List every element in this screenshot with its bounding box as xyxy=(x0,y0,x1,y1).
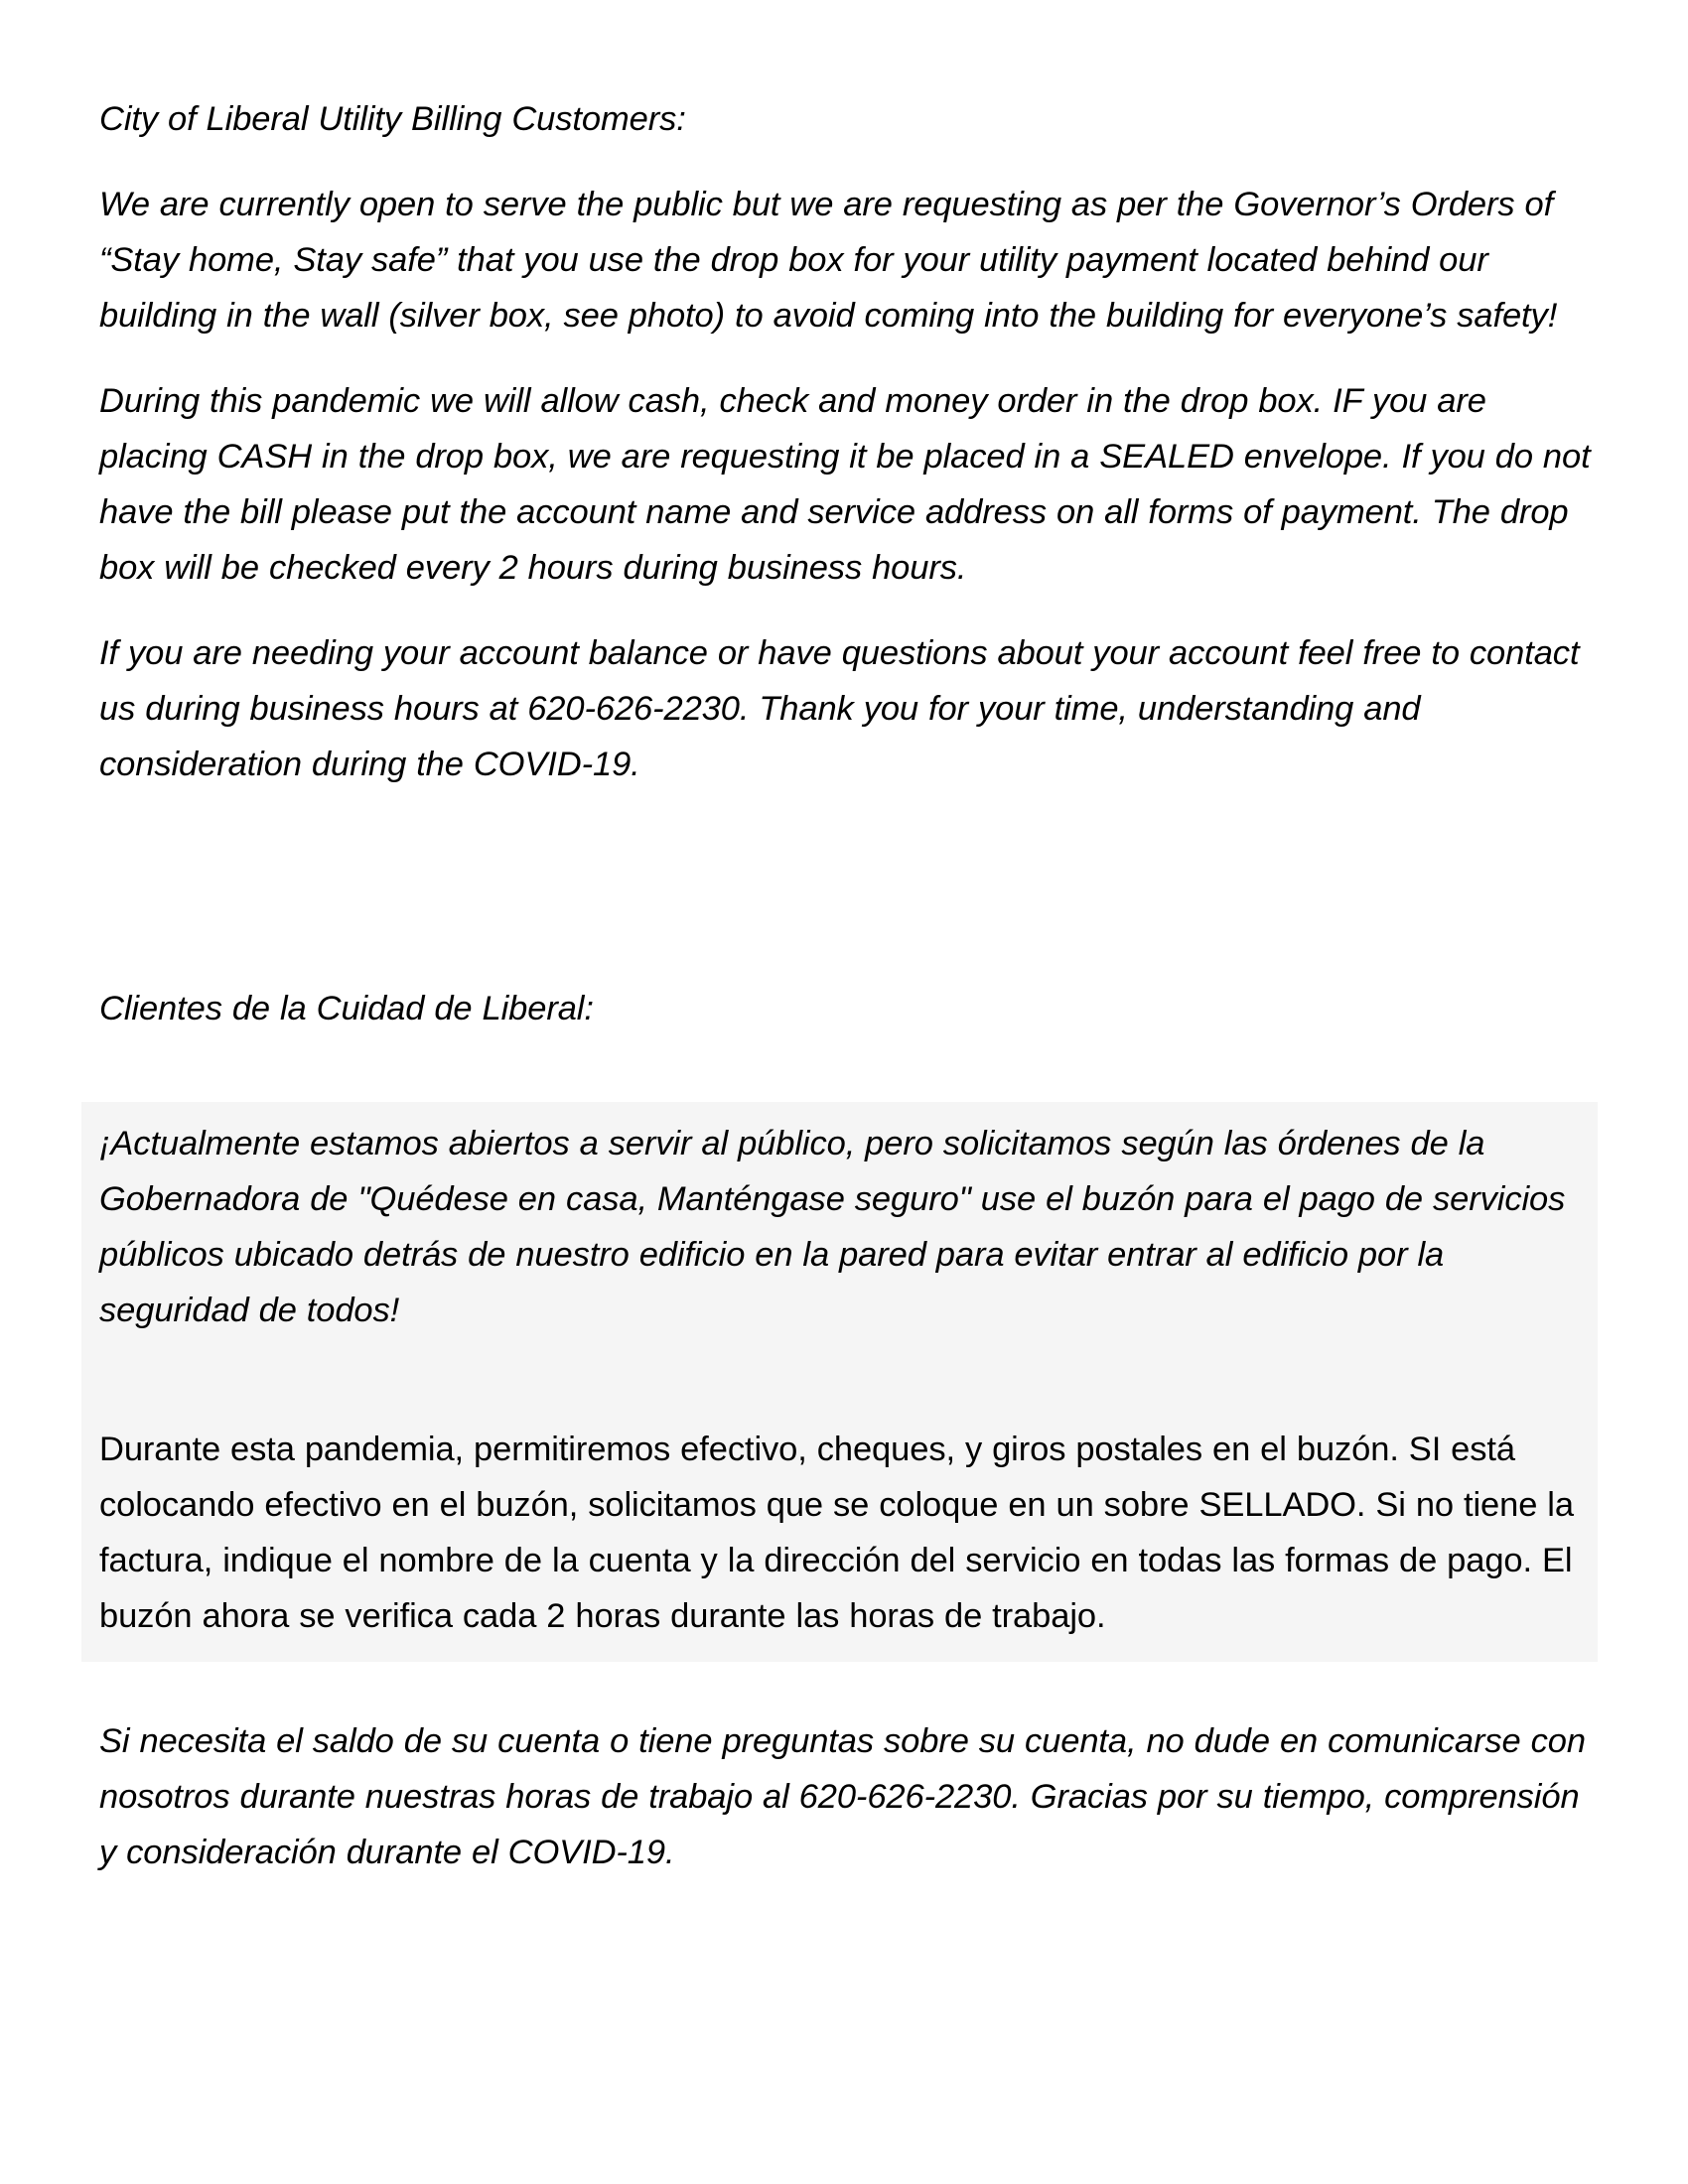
spanish-highlight-block-1 xyxy=(81,1102,1598,1356)
english-section xyxy=(99,91,1599,792)
spanish-heading-gap xyxy=(99,1036,1599,1102)
spanish-block-gap xyxy=(99,1662,1599,1713)
spanish-paragraph-2: Durante esta pandemia, permitiremos efectivo, cheques, y giros postales en el buzón. SI está colocando efectivo en el buzón, solicitamos que se coloque en un sobre SELLADO. Si no tiene la factura, indique el nombre de la cuenta y la dirección del servicio en todas las formas de pago. El buzón ahora se verifica cada 2 horas durante las horas de trabajo. xyxy=(99,1431,1574,1635)
spanish-highlight-block-2 xyxy=(81,1408,1598,1662)
section-divider-spacer xyxy=(99,792,1599,981)
spanish-paragraph-1: ¡Actualmente estamos abiertos a servir al público, pero solicitamos según las órdenes de la Gobernadora de "Quédese en casa, Manténgase seguro" use el buzón para el pago de servicios públicos ubicado detrás de nuestro edificio en la pared para evitar entrar al edificio por la seguridad de todos! xyxy=(99,1125,1566,1329)
spanish-paragraph-3: Si necesita el saldo de su cuenta o tiene preguntas sobre su cuenta, no dude en comunicarse con nosotros durante nuestras horas de trabajo al 620-626-2230. Gracias por su tiempo, comprensión y consideración durante el COVID-19. xyxy=(99,1722,1586,1871)
document-body xyxy=(99,91,1599,1880)
english-paragraph-3: If you are needing your account balance or have questions about your account feel free to contact us during business hours at 620-626-2230. Thank you for your time, understanding and consideration during the COVID-19. xyxy=(99,634,1580,783)
spanish-highlight-gap xyxy=(81,1356,1598,1408)
english-heading: City of Liberal Utility Billing Customers: xyxy=(99,100,686,138)
spanish-section xyxy=(99,981,1599,1880)
english-paragraph-2: During this pandemic we will allow cash, check and money order in the drop box. IF you are placing CASH in the drop box, we are requesting it be placed in a SEALED envelope. If you do not have the bill please put the account name and service address on all forms of payment. The drop box will be checked every 2 hours during business hours. xyxy=(99,382,1591,587)
spanish-heading: Clientes de la Cuidad de Liberal: xyxy=(99,990,594,1027)
english-paragraph-1: We are currently open to serve the public but we are requesting as per the Governor’s Orders of “Stay home, Stay safe” that you use the drop box for your utility payment located behind our building in the wall (silver box, see photo) to avoid coming into the building for everyone’s safety! xyxy=(99,186,1558,335)
